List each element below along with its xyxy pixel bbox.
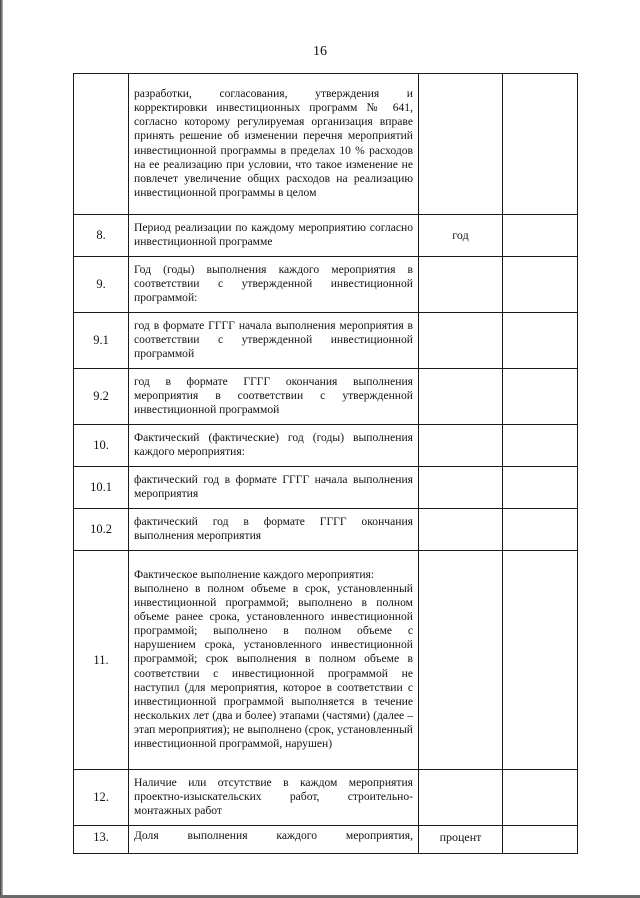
table-row — [74, 425, 578, 467]
row-number — [74, 74, 129, 215]
row-value — [503, 770, 578, 826]
description-text: фактический год в формате ГГГГ начала выполнения мероприятия — [134, 472, 413, 500]
table-row — [74, 826, 578, 854]
row-description — [129, 467, 419, 509]
table-row — [74, 467, 578, 509]
row-number: 11. — [74, 551, 129, 770]
description-text: Доля выполнения каждого мероприятия, — [134, 829, 413, 842]
row-value — [503, 215, 578, 257]
row-value — [503, 551, 578, 770]
page-number: 16 — [313, 44, 327, 59]
row-unit: процент — [419, 826, 503, 854]
row-value — [503, 369, 578, 425]
row-description — [129, 369, 419, 425]
row-description — [129, 425, 419, 467]
row-value — [503, 467, 578, 509]
row-unit — [419, 425, 503, 467]
description-text: фактический год в формате ГГГГ окончания выполнения мероприятия — [134, 514, 413, 542]
row-number: 9.2 — [74, 369, 129, 425]
row-value — [503, 425, 578, 467]
indicators-table — [73, 73, 578, 854]
row-unit — [419, 551, 503, 770]
row-number: 13. — [74, 826, 129, 854]
row-unit: год — [419, 215, 503, 257]
table-row — [74, 770, 578, 826]
row-value — [503, 509, 578, 551]
row-number: 10. — [74, 425, 129, 467]
table-row — [74, 215, 578, 257]
description-text: Год (годы) выполнения каждого мероприятия в соответствии с утвержденной инвестиционной программой: — [134, 262, 413, 305]
row-number: 10.1 — [74, 467, 129, 509]
scan-border-left — [0, 0, 3, 898]
row-unit — [419, 369, 503, 425]
row-description — [129, 313, 419, 369]
table-row — [74, 313, 578, 369]
table-row — [74, 551, 578, 770]
row-description — [129, 74, 419, 215]
row-unit — [419, 74, 503, 215]
row-description — [129, 509, 419, 551]
description-text: выполнено в полном объеме в срок, установленный инвестиционной программой; выполнено в полном объеме ранее срока, установленного инвестиционной программой; выполнено в полном объеме с нарушением срока, установленного инвестиционной программой; срок выполнения в полном объеме в соответствии с инвестиционной программой не наступил (для мероприятия, которое в соответствии с инвестиционной программой выполняется в течение нескольких лет (два и более) этапами (частями) (далее – этап мероприятия); не выполнено (срок, установленный инвестиционной программой, нарушен) — [134, 581, 413, 751]
row-unit — [419, 257, 503, 313]
table-row — [74, 74, 578, 215]
description-text: Период реализации по каждому мероприятию согласно инвестиционной программе — [134, 220, 413, 248]
row-unit — [419, 770, 503, 826]
row-number: 9. — [74, 257, 129, 313]
description-text: год в формате ГГГГ начала выполнения мероприятия в соответствии с утвержденной инвестиционной программой — [134, 318, 413, 361]
table-row — [74, 369, 578, 425]
row-unit — [419, 509, 503, 551]
row-value — [503, 257, 578, 313]
table-row — [74, 509, 578, 551]
row-number: 8. — [74, 215, 129, 257]
row-value — [503, 313, 578, 369]
row-number: 12. — [74, 770, 129, 826]
row-number: 10.2 — [74, 509, 129, 551]
row-value — [503, 826, 578, 854]
row-description — [129, 551, 419, 770]
description-text: год в формате ГГГГ окончания выполнения мероприятия в соответствии с утвержденной инвестиционной программой — [134, 374, 413, 417]
row-unit — [419, 313, 503, 369]
description-text: разработки, согласования, утверждения и корректировки инвестиционных программ № 641, согласно которому регулируемая организация вправе принять решение об изменении перечня мероприятий инвестиционной программы в пределах 10 % расходов на ее реализацию при условии, что такое изменение не повлечет увеличение общих расходов на реализацию инвестиционной программы в целом — [134, 87, 413, 199]
description-heading: Фактическое выполнение каждого мероприятия: — [134, 567, 375, 581]
row-description — [129, 770, 419, 826]
table-row — [74, 257, 578, 313]
description-text: Наличие или отсутствие в каждом мероприятия проектно-изыскательских работ, строительно-монтажных работ — [134, 775, 413, 818]
row-description — [129, 826, 419, 854]
row-description — [129, 215, 419, 257]
row-value — [503, 74, 578, 215]
row-description — [129, 257, 419, 313]
row-unit — [419, 467, 503, 509]
description-text: Фактический (фактические) год (годы) выполнения каждого мероприятия: — [134, 430, 413, 458]
row-number: 9.1 — [74, 313, 129, 369]
